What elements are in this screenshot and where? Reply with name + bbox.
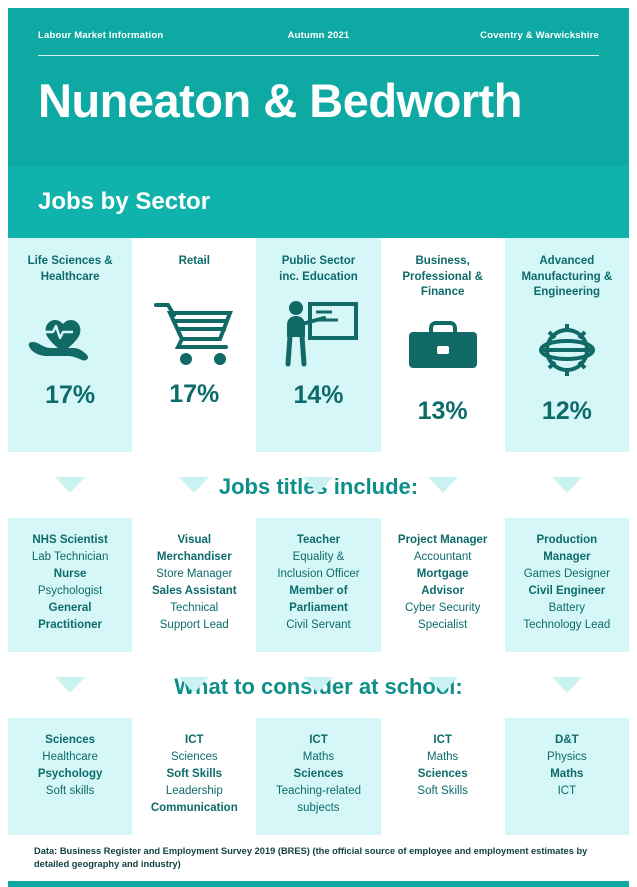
sector-column-retail <box>132 238 256 452</box>
job-titles-cell-retail <box>132 518 256 652</box>
gear-piston-icon <box>505 307 629 393</box>
job-titles-cell-life-sciences <box>8 518 132 652</box>
sector-name <box>505 238 629 307</box>
job-title: Member of <box>289 584 348 597</box>
header-divider <box>38 55 599 56</box>
sector-name <box>8 238 132 291</box>
job-title: Inclusion Officer <box>277 567 360 580</box>
header-label-period: Autumn 2021 <box>287 30 350 41</box>
section-band-jobs-by-sector <box>8 166 629 238</box>
school-subject: Sciences <box>417 767 468 780</box>
job-title: Store Manager <box>156 567 233 580</box>
job-titles-row <box>8 518 629 652</box>
school-subjects-cell-public-sector <box>256 718 380 835</box>
job-title: Cyber Security <box>404 601 481 614</box>
job-title: Sales Assistant <box>151 584 237 597</box>
sector-column-advanced-manufacturing <box>505 238 629 452</box>
school-subject: ICT <box>557 784 577 797</box>
sector-name-line: Life Sciences & <box>27 255 113 267</box>
sector-column-public-sector <box>256 238 380 452</box>
bottom-accent-strip <box>8 881 629 887</box>
school-subjects-cell-business-finance <box>381 718 505 835</box>
sector-name <box>381 238 505 307</box>
teacher-whiteboard-icon <box>256 291 380 377</box>
footer-source-note: Data: Business Register and Employment Survey 2019 (BRES) (the official source of employee and employment estimates by detailed geography and industry) <box>34 845 588 870</box>
sector-name-line: Professional & <box>402 270 483 283</box>
sector-percent: 17% <box>45 381 96 410</box>
job-title: Battery <box>548 601 586 614</box>
header-label-region: Coventry & Warwickshire <box>480 30 599 41</box>
section-title: Jobs by Sector <box>38 188 211 215</box>
job-title: Psychologist <box>37 584 103 597</box>
sector-percent: 13% <box>417 396 468 425</box>
sector-name <box>256 238 380 291</box>
sector-percent: 12% <box>541 396 592 425</box>
sector-name-line: Finance <box>420 286 465 299</box>
sector-name-line: Business, <box>415 255 470 267</box>
chevron-down-icon <box>179 477 209 493</box>
school-subject: D&T <box>555 733 579 746</box>
school-subject: Physics <box>547 750 587 763</box>
job-title: Lab Technician <box>31 550 109 563</box>
school-subjects-cell-advanced-manufacturing <box>505 718 629 835</box>
chevron-down-icon <box>552 677 582 693</box>
school-subject: Sciences <box>170 750 218 763</box>
sector-columns <box>8 238 629 452</box>
briefcase-icon <box>381 307 505 393</box>
school-subject: Communication <box>150 801 238 814</box>
job-title: Mortgage <box>416 567 469 580</box>
school-subject: Maths <box>426 750 459 763</box>
job-title: Support Lead <box>159 618 229 631</box>
school-subject: Soft Skills <box>166 767 223 780</box>
school-subjects-cell-life-sciences <box>8 718 132 835</box>
school-subject: Maths <box>550 767 584 780</box>
sector-name-line: Engineering <box>533 286 601 299</box>
job-title: Manager <box>543 550 591 563</box>
school-subject: subjects <box>297 801 340 814</box>
subhead-label: What to consider at school: <box>174 673 463 699</box>
school-subject: ICT <box>433 733 452 746</box>
job-title: Technology Lead <box>523 618 611 631</box>
job-title: Merchandiser <box>156 550 232 563</box>
job-title: Nurse <box>53 567 87 580</box>
job-title: Advisor <box>421 584 465 597</box>
subhead-label: Jobs titles include: <box>218 473 419 499</box>
sector-name-line: Public Sector <box>281 255 356 267</box>
sector-column-life-sciences <box>8 238 132 452</box>
job-title: Civil Servant <box>286 618 351 631</box>
job-titles-cell-business-finance <box>381 518 505 652</box>
chevron-down-icon <box>55 677 85 693</box>
shopping-trolley-icon <box>132 290 256 376</box>
job-title: NHS Scientist <box>32 533 108 546</box>
subhead-job-titles <box>8 452 629 518</box>
job-title: Project Manager <box>397 533 488 546</box>
school-subject: Leadership <box>165 784 223 797</box>
chevron-down-icon <box>552 477 582 493</box>
school-subject: Soft Skills <box>417 784 468 797</box>
school-subjects-row <box>8 718 629 835</box>
sector-name <box>132 238 256 290</box>
job-title: Specialist <box>418 618 468 631</box>
school-subject: Sciences <box>45 733 96 746</box>
job-title: Practitioner <box>38 618 103 631</box>
school-subject: Healthcare <box>42 750 98 763</box>
sector-name-line: Retail <box>178 255 210 267</box>
job-title: Games Designer <box>523 567 610 580</box>
job-title: Visual <box>177 533 212 546</box>
job-title: Technical <box>170 601 219 614</box>
job-titles-cell-advanced-manufacturing <box>505 518 629 652</box>
job-title: Civil Engineer <box>528 584 606 597</box>
school-subject: Sciences <box>293 767 344 780</box>
sector-percent: 17% <box>169 380 220 408</box>
job-title: Teacher <box>296 533 341 546</box>
heart-in-hand-icon <box>8 291 132 377</box>
school-subject: ICT <box>185 733 204 746</box>
school-subject: ICT <box>309 733 328 746</box>
header-meta-row <box>38 30 599 55</box>
school-subject: Soft skills <box>45 784 95 797</box>
school-subjects-cell-retail <box>132 718 256 835</box>
subhead-consider-at-school <box>8 652 629 718</box>
job-title: Accountant <box>413 550 472 563</box>
job-title: Parliament <box>289 601 348 614</box>
job-title: Equality & <box>292 550 345 563</box>
sector-name-line: Manufacturing & <box>521 270 613 283</box>
chevron-down-icon <box>55 477 85 493</box>
school-subject: Teaching-related <box>275 784 361 797</box>
job-title: General <box>48 601 92 614</box>
page-header <box>8 8 629 166</box>
chevron-down-icon <box>428 477 458 493</box>
sector-name-line: Advanced <box>539 255 595 267</box>
school-subject: Psychology <box>37 767 103 780</box>
header-label-lmi: Labour Market Information <box>38 30 164 41</box>
sector-name-line: Healthcare <box>40 270 100 283</box>
page-title: Nuneaton & Bedworth <box>38 74 522 127</box>
sector-column-business-finance <box>381 238 505 452</box>
sector-name-line: inc. Education <box>279 270 358 283</box>
school-subject: Maths <box>302 750 335 763</box>
job-titles-cell-public-sector <box>256 518 380 652</box>
sector-percent: 14% <box>293 381 344 410</box>
job-title: Production <box>536 533 598 546</box>
